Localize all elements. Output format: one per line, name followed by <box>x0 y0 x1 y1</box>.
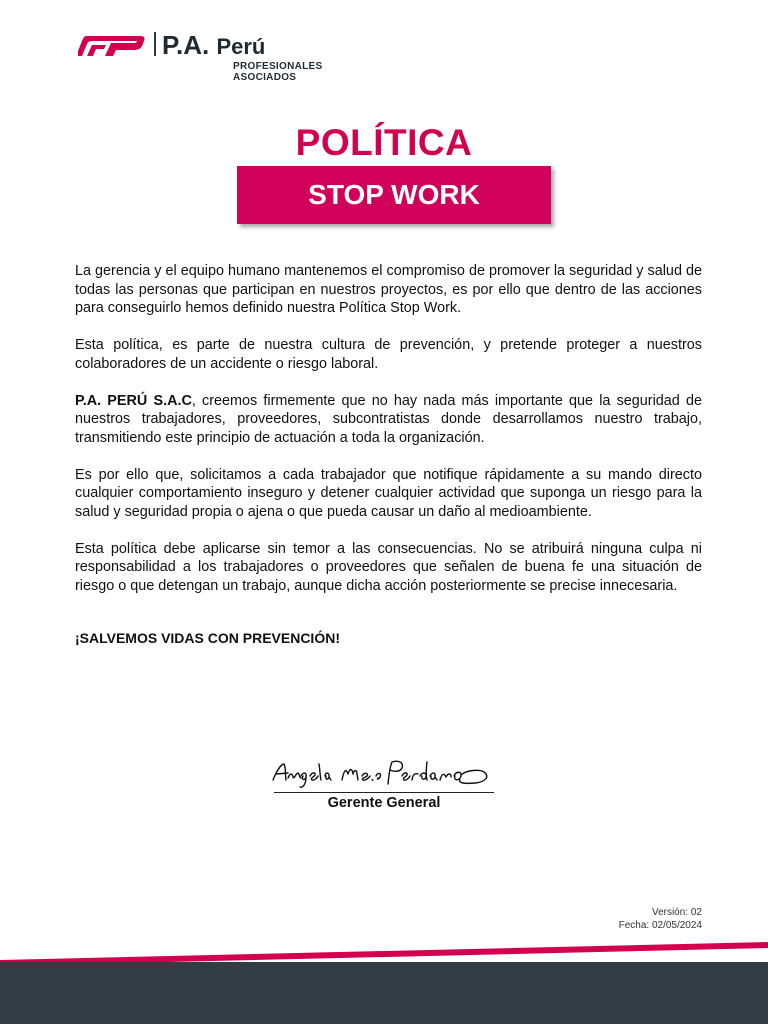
version-info <box>619 907 702 932</box>
pa-logo-icon <box>78 32 148 58</box>
logo-name-pa: P.A. <box>162 30 210 60</box>
closing-statement: ¡SALVEMOS VIDAS CON PREVENCIÓN! <box>75 630 340 646</box>
paragraph-3-text: , creemos firmemente que no hay nada más importante que la seguridad de nuestros trabajadores, proveedores, subcontratistas donde desarrollamos nuestro trabajo, transmitiendo este principio de actuación a toda la organización. <box>75 392 702 446</box>
handwritten-signature <box>270 756 498 792</box>
company-logo <box>78 28 328 84</box>
version-number: Versión: 02 <box>651 907 702 918</box>
logo-separator <box>154 32 156 56</box>
logo-subtitle <box>233 61 322 83</box>
paragraph-1: La gerencia y el equipo humano mantenemos el compromiso de promover la seguridad y salud de todas las personas que participan en nuestros proyectos, es por ello que dentro de las acciones para conseguirlo hemos definido nuestra Política Stop Work. <box>75 263 702 316</box>
title-banner: STOP WORK <box>237 166 551 224</box>
paragraph-4: Es por ello que, solicitamos a cada trabajador que notifique rápidamente a su mando directo cualquier comportamiento inseguro y detener cualquier actividad que suponga un riesgo para la salud y seguridad propia o ajena o que pueda causar un daño al medioambiente. <box>75 466 702 520</box>
paragraph-2: Esta política, es parte de nuestra cultura de prevención, y pretende proteger a nuestros colaboradores de un accidente o riesgo laboral. <box>75 337 702 372</box>
version-date: Fecha: 02/05/2024 <box>618 919 702 931</box>
company-name: P.A. PERÚ S.A.C <box>75 392 192 409</box>
document-title: POLÍTICA <box>295 122 473 163</box>
logo-subtitle-line1: PROFESIONALES <box>233 61 323 72</box>
footer-bar <box>0 962 768 1024</box>
logo-name <box>162 30 265 62</box>
signature-line <box>274 792 494 793</box>
paragraph-3 <box>75 392 702 448</box>
document-body <box>75 262 702 666</box>
logo-subtitle-line2: ASOCIADOS <box>233 72 297 83</box>
paragraph-5: Esta política debe aplicarse sin temor a las consecuencias. No se atribuirá ninguna culpa ni responsabilidad a los trabajadores o proveedores que señalen de buena fe una situación de riesgo o que detengan un trabajo, aunque dicha acción posteriormente se precise innecesaria. <box>75 540 702 594</box>
logo-name-country: Perú <box>216 34 266 59</box>
signatory-title: Gerente General <box>327 795 441 811</box>
